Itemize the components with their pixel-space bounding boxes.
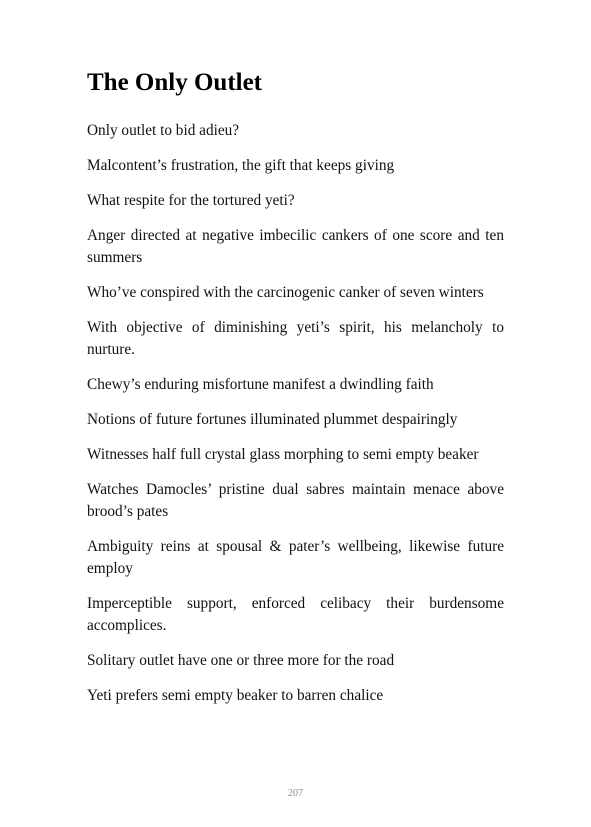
- verse-line: Chewy’s enduring misfortune manifest a dwindling faith: [87, 376, 434, 393]
- verse-line: Yeti prefers semi empty beaker to barren chalice: [87, 687, 384, 704]
- verse-line: Solitary outlet have one or three more for the road: [87, 652, 395, 669]
- verse-line: With objective of diminishing yeti’s spirit, his melancholy to nurture.: [87, 319, 504, 358]
- verse-line: Malcontent’s frustration, the gift that keeps giving: [87, 157, 395, 174]
- verse-line: Notions of future fortunes illuminated plummet despairingly: [87, 411, 458, 428]
- verse-line: Who’ve conspired with the carcinogenic canker of seven winters: [87, 284, 484, 301]
- verse-line: Ambiguity reins at spousal & pater’s wellbeing, likewise future employ: [87, 538, 504, 577]
- verse-line: What respite for the tortured yeti?: [87, 192, 295, 209]
- verse-line: Watches Damocles’ pristine dual sabres maintain menace above brood’s pates: [87, 481, 504, 520]
- verse-line: Witnesses half full crystal glass morphing to semi empty beaker: [87, 446, 479, 463]
- verse-line: Imperceptible support, enforced celibacy their burdensome accomplices.: [87, 595, 504, 634]
- poem-title: The Only Outlet: [87, 69, 263, 96]
- poem-body: [87, 120, 504, 720]
- page-number: 207: [288, 788, 303, 799]
- verse-line: Anger directed at negative imbecilic cankers of one score and ten summers: [87, 227, 504, 266]
- verse-line: Only outlet to bid adieu?: [87, 122, 240, 139]
